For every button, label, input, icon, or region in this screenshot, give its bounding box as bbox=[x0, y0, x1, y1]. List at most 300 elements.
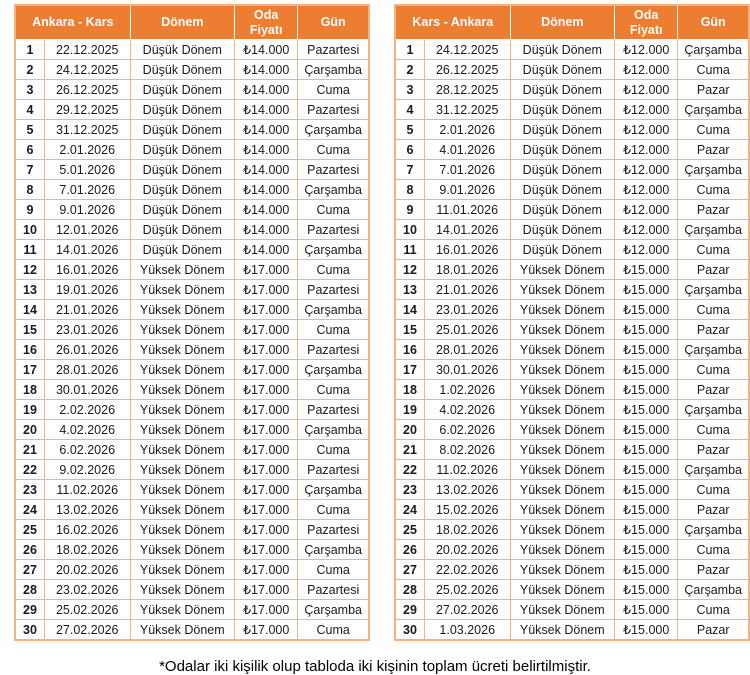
day-cell: Çarşamba bbox=[298, 420, 369, 440]
price-cell: ₺14.000 bbox=[235, 140, 298, 160]
price-cell: ₺17.000 bbox=[235, 500, 298, 520]
price-cell: ₺15.000 bbox=[615, 520, 678, 540]
price-cell: ₺17.000 bbox=[235, 620, 298, 641]
day-cell: Cuma bbox=[678, 360, 749, 380]
price-cell: ₺15.000 bbox=[615, 480, 678, 500]
table-row bbox=[395, 360, 749, 380]
table-row bbox=[15, 180, 369, 200]
day-cell: Cuma bbox=[298, 260, 369, 280]
period-cell: Yüksek Dönem bbox=[510, 380, 615, 400]
table-row bbox=[15, 340, 369, 360]
price-cell: ₺15.000 bbox=[615, 540, 678, 560]
period-cell: Düşük Dönem bbox=[130, 140, 235, 160]
row-number: 10 bbox=[395, 220, 424, 240]
table-row bbox=[15, 480, 369, 500]
row-number: 17 bbox=[15, 360, 44, 380]
table-row bbox=[15, 380, 369, 400]
day-cell: Çarşamba bbox=[298, 180, 369, 200]
price-tables-container bbox=[14, 4, 750, 641]
table-row bbox=[15, 560, 369, 580]
date-cell: 11.02.2026 bbox=[44, 480, 130, 500]
day-cell: Pazar bbox=[678, 200, 749, 220]
date-cell: 24.12.2025 bbox=[424, 40, 510, 60]
price-cell: ₺12.000 bbox=[615, 40, 678, 60]
kars-ankara-table bbox=[394, 4, 750, 641]
day-cell: Cuma bbox=[298, 440, 369, 460]
day-cell: Pazartesi bbox=[298, 40, 369, 60]
price-cell: ₺17.000 bbox=[235, 360, 298, 380]
day-cell: Çarşamba bbox=[678, 520, 749, 540]
period-cell: Yüksek Dönem bbox=[510, 260, 615, 280]
table-row bbox=[15, 100, 369, 120]
period-cell: Yüksek Dönem bbox=[130, 600, 235, 620]
table-row bbox=[15, 240, 369, 260]
table-body bbox=[15, 40, 369, 641]
period-cell: Düşük Dönem bbox=[130, 220, 235, 240]
period-cell: Düşük Dönem bbox=[510, 140, 615, 160]
table-row bbox=[395, 120, 749, 140]
table-row bbox=[395, 180, 749, 200]
day-cell: Pazar bbox=[678, 440, 749, 460]
period-cell: Düşük Dönem bbox=[510, 220, 615, 240]
date-cell: 21.01.2026 bbox=[44, 300, 130, 320]
day-cell: Pazar bbox=[678, 560, 749, 580]
row-number: 29 bbox=[15, 600, 44, 620]
row-number: 13 bbox=[395, 280, 424, 300]
price-cell: ₺15.000 bbox=[615, 260, 678, 280]
price-cell: ₺12.000 bbox=[615, 220, 678, 240]
period-cell: Düşük Dönem bbox=[130, 80, 235, 100]
period-cell: Yüksek Dönem bbox=[130, 480, 235, 500]
table-row bbox=[15, 280, 369, 300]
date-cell: 11.02.2026 bbox=[424, 460, 510, 480]
day-cell: Pazartesi bbox=[298, 100, 369, 120]
price-cell: ₺15.000 bbox=[615, 360, 678, 380]
date-cell: 20.02.2026 bbox=[44, 560, 130, 580]
period-cell: Yüksek Dönem bbox=[130, 440, 235, 460]
price-cell: ₺17.000 bbox=[235, 420, 298, 440]
table-row bbox=[395, 540, 749, 560]
date-cell: 23.01.2026 bbox=[424, 300, 510, 320]
date-cell: 2.02.2026 bbox=[44, 400, 130, 420]
day-cell: Pazartesi bbox=[298, 340, 369, 360]
period-cell: Yüksek Dönem bbox=[510, 360, 615, 380]
table-body bbox=[395, 40, 749, 641]
table-row bbox=[395, 220, 749, 240]
day-cell: Çarşamba bbox=[298, 360, 369, 380]
row-number: 23 bbox=[15, 480, 44, 500]
day-cell: Çarşamba bbox=[678, 280, 749, 300]
price-cell: ₺15.000 bbox=[615, 380, 678, 400]
table-row bbox=[15, 440, 369, 460]
table-row bbox=[395, 440, 749, 460]
row-number: 25 bbox=[15, 520, 44, 540]
row-number: 26 bbox=[395, 540, 424, 560]
row-number: 9 bbox=[15, 200, 44, 220]
period-cell: Yüksek Dönem bbox=[510, 480, 615, 500]
price-cell: ₺12.000 bbox=[615, 120, 678, 140]
row-number: 26 bbox=[15, 540, 44, 560]
day-cell: Cuma bbox=[298, 380, 369, 400]
row-number: 6 bbox=[15, 140, 44, 160]
date-cell: 13.02.2026 bbox=[44, 500, 130, 520]
column-header-room-price: Oda Fiyatı bbox=[235, 5, 298, 40]
period-cell: Düşük Dönem bbox=[510, 240, 615, 260]
period-cell: Yüksek Dönem bbox=[130, 520, 235, 540]
price-cell: ₺12.000 bbox=[615, 100, 678, 120]
row-number: 20 bbox=[395, 420, 424, 440]
date-cell: 18.01.2026 bbox=[424, 260, 510, 280]
period-cell: Yüksek Dönem bbox=[510, 580, 615, 600]
price-cell: ₺15.000 bbox=[615, 600, 678, 620]
table-row bbox=[395, 80, 749, 100]
date-cell: 22.12.2025 bbox=[44, 40, 130, 60]
table-row bbox=[15, 460, 369, 480]
period-cell: Yüksek Dönem bbox=[130, 460, 235, 480]
period-cell: Yüksek Dönem bbox=[130, 620, 235, 641]
row-number: 12 bbox=[395, 260, 424, 280]
date-cell: 29.12.2025 bbox=[44, 100, 130, 120]
period-cell: Yüksek Dönem bbox=[130, 260, 235, 280]
table-row bbox=[15, 220, 369, 240]
price-cell: ₺17.000 bbox=[235, 540, 298, 560]
table-row bbox=[15, 120, 369, 140]
period-cell: Yüksek Dönem bbox=[130, 380, 235, 400]
table-row bbox=[395, 40, 749, 60]
row-number: 16 bbox=[15, 340, 44, 360]
row-number: 15 bbox=[395, 320, 424, 340]
price-cell: ₺17.000 bbox=[235, 400, 298, 420]
price-cell: ₺14.000 bbox=[235, 200, 298, 220]
row-number: 22 bbox=[395, 460, 424, 480]
table-row bbox=[395, 380, 749, 400]
day-cell: Çarşamba bbox=[298, 540, 369, 560]
row-number: 9 bbox=[395, 200, 424, 220]
row-number: 15 bbox=[15, 320, 44, 340]
row-number: 28 bbox=[395, 580, 424, 600]
period-cell: Düşük Dönem bbox=[510, 180, 615, 200]
row-number: 11 bbox=[15, 240, 44, 260]
price-cell: ₺14.000 bbox=[235, 80, 298, 100]
header-row bbox=[395, 5, 749, 40]
date-cell: 26.12.2025 bbox=[44, 80, 130, 100]
date-cell: 1.03.2026 bbox=[424, 620, 510, 641]
date-cell: 28.12.2025 bbox=[424, 80, 510, 100]
day-cell: Pazar bbox=[678, 500, 749, 520]
day-cell: Çarşamba bbox=[678, 40, 749, 60]
period-cell: Yüksek Dönem bbox=[510, 460, 615, 480]
table-row bbox=[395, 600, 749, 620]
date-cell: 27.02.2026 bbox=[44, 620, 130, 641]
row-number: 14 bbox=[15, 300, 44, 320]
table-row bbox=[15, 60, 369, 80]
day-cell: Cuma bbox=[678, 180, 749, 200]
period-cell: Düşük Dönem bbox=[130, 40, 235, 60]
price-cell: ₺15.000 bbox=[615, 460, 678, 480]
period-cell: Düşük Dönem bbox=[510, 200, 615, 220]
day-cell: Çarşamba bbox=[678, 340, 749, 360]
period-cell: Yüksek Dönem bbox=[510, 320, 615, 340]
table-row bbox=[15, 540, 369, 560]
day-cell: Pazartesi bbox=[298, 220, 369, 240]
date-cell: 23.02.2026 bbox=[44, 580, 130, 600]
date-cell: 14.01.2026 bbox=[44, 240, 130, 260]
table-row bbox=[15, 600, 369, 620]
period-cell: Düşük Dönem bbox=[130, 60, 235, 80]
price-cell: ₺17.000 bbox=[235, 300, 298, 320]
table-row bbox=[15, 360, 369, 380]
day-cell: Çarşamba bbox=[678, 460, 749, 480]
table-row bbox=[395, 140, 749, 160]
date-cell: 15.02.2026 bbox=[424, 500, 510, 520]
price-cell: ₺17.000 bbox=[235, 440, 298, 460]
day-cell: Pazar bbox=[678, 80, 749, 100]
table-row bbox=[15, 520, 369, 540]
price-cell: ₺15.000 bbox=[615, 440, 678, 460]
date-cell: 16.02.2026 bbox=[44, 520, 130, 540]
ankara-kars-table bbox=[14, 4, 370, 641]
day-cell: Pazartesi bbox=[298, 400, 369, 420]
date-cell: 1.02.2026 bbox=[424, 380, 510, 400]
price-cell: ₺17.000 bbox=[235, 580, 298, 600]
price-cell: ₺14.000 bbox=[235, 100, 298, 120]
row-number: 16 bbox=[395, 340, 424, 360]
day-cell: Cuma bbox=[678, 600, 749, 620]
date-cell: 26.01.2026 bbox=[44, 340, 130, 360]
period-cell: Yüksek Dönem bbox=[130, 360, 235, 380]
period-cell: Yüksek Dönem bbox=[130, 300, 235, 320]
row-number: 1 bbox=[15, 40, 44, 60]
day-cell: Pazartesi bbox=[298, 280, 369, 300]
table-row bbox=[395, 500, 749, 520]
table-row bbox=[395, 560, 749, 580]
row-number: 18 bbox=[15, 380, 44, 400]
day-cell: Cuma bbox=[298, 140, 369, 160]
table-row bbox=[395, 280, 749, 300]
date-cell: 4.02.2026 bbox=[44, 420, 130, 440]
table-row bbox=[395, 520, 749, 540]
row-number: 5 bbox=[395, 120, 424, 140]
date-cell: 5.01.2026 bbox=[44, 160, 130, 180]
table-row bbox=[15, 580, 369, 600]
period-cell: Düşük Dönem bbox=[130, 120, 235, 140]
date-cell: 7.01.2026 bbox=[424, 160, 510, 180]
day-cell: Cuma bbox=[678, 420, 749, 440]
period-cell: Düşük Dönem bbox=[510, 120, 615, 140]
price-cell: ₺15.000 bbox=[615, 560, 678, 580]
table-row bbox=[15, 260, 369, 280]
row-number: 23 bbox=[395, 480, 424, 500]
day-cell: Cuma bbox=[678, 60, 749, 80]
date-cell: 11.01.2026 bbox=[424, 200, 510, 220]
row-number: 7 bbox=[15, 160, 44, 180]
row-number: 30 bbox=[395, 620, 424, 641]
day-cell: Cuma bbox=[298, 200, 369, 220]
table-row bbox=[395, 240, 749, 260]
period-cell: Yüksek Dönem bbox=[510, 500, 615, 520]
period-cell: Yüksek Dönem bbox=[510, 620, 615, 641]
row-number: 10 bbox=[15, 220, 44, 240]
price-cell: ₺12.000 bbox=[615, 180, 678, 200]
day-cell: Çarşamba bbox=[678, 100, 749, 120]
day-cell: Pazartesi bbox=[298, 460, 369, 480]
table-row bbox=[15, 80, 369, 100]
day-cell: Pazar bbox=[678, 140, 749, 160]
row-number: 22 bbox=[15, 460, 44, 480]
table-row bbox=[395, 620, 749, 641]
table-row bbox=[395, 340, 749, 360]
date-cell: 18.02.2026 bbox=[44, 540, 130, 560]
table-row bbox=[15, 320, 369, 340]
day-cell: Cuma bbox=[298, 80, 369, 100]
day-cell: Çarşamba bbox=[678, 400, 749, 420]
day-cell: Pazartesi bbox=[298, 580, 369, 600]
price-cell: ₺12.000 bbox=[615, 80, 678, 100]
row-number: 24 bbox=[395, 500, 424, 520]
row-number: 19 bbox=[15, 400, 44, 420]
row-number: 8 bbox=[15, 180, 44, 200]
period-cell: Düşük Dönem bbox=[130, 180, 235, 200]
period-cell: Yüksek Dönem bbox=[510, 300, 615, 320]
row-number: 29 bbox=[395, 600, 424, 620]
price-cell: ₺14.000 bbox=[235, 160, 298, 180]
table-row bbox=[395, 400, 749, 420]
period-cell: Düşük Dönem bbox=[510, 100, 615, 120]
period-cell: Yüksek Dönem bbox=[510, 440, 615, 460]
price-cell: ₺15.000 bbox=[615, 580, 678, 600]
row-number: 2 bbox=[15, 60, 44, 80]
period-cell: Yüksek Dönem bbox=[130, 580, 235, 600]
row-number: 27 bbox=[15, 560, 44, 580]
period-cell: Düşük Dönem bbox=[510, 160, 615, 180]
price-cell: ₺17.000 bbox=[235, 480, 298, 500]
row-number: 14 bbox=[395, 300, 424, 320]
table-row bbox=[15, 40, 369, 60]
period-cell: Yüksek Dönem bbox=[130, 340, 235, 360]
period-cell: Yüksek Dönem bbox=[130, 560, 235, 580]
row-number: 6 bbox=[395, 140, 424, 160]
period-cell: Yüksek Dönem bbox=[510, 520, 615, 540]
date-cell: 2.01.2026 bbox=[44, 140, 130, 160]
date-cell: 28.01.2026 bbox=[44, 360, 130, 380]
date-cell: 20.02.2026 bbox=[424, 540, 510, 560]
date-cell: 9.01.2026 bbox=[44, 200, 130, 220]
row-number: 3 bbox=[395, 80, 424, 100]
day-cell: Pazar bbox=[678, 260, 749, 280]
row-number: 12 bbox=[15, 260, 44, 280]
day-cell: Cuma bbox=[678, 480, 749, 500]
day-cell: Çarşamba bbox=[298, 120, 369, 140]
period-cell: Yüksek Dönem bbox=[510, 420, 615, 440]
row-number: 4 bbox=[395, 100, 424, 120]
period-cell: Yüksek Dönem bbox=[130, 320, 235, 340]
table-row bbox=[395, 320, 749, 340]
table-row bbox=[395, 160, 749, 180]
period-cell: Düşük Dönem bbox=[130, 100, 235, 120]
period-cell: Düşük Dönem bbox=[130, 200, 235, 220]
row-number: 19 bbox=[395, 400, 424, 420]
day-cell: Cuma bbox=[678, 120, 749, 140]
day-cell: Çarşamba bbox=[298, 480, 369, 500]
row-number: 11 bbox=[395, 240, 424, 260]
day-cell: Çarşamba bbox=[678, 160, 749, 180]
date-cell: 25.02.2026 bbox=[424, 580, 510, 600]
price-cell: ₺12.000 bbox=[615, 60, 678, 80]
date-cell: 8.02.2026 bbox=[424, 440, 510, 460]
column-header-day: Gün bbox=[298, 5, 369, 40]
day-cell: Çarşamba bbox=[678, 220, 749, 240]
period-cell: Yüksek Dönem bbox=[130, 420, 235, 440]
table-row bbox=[395, 260, 749, 280]
period-cell: Yüksek Dönem bbox=[510, 540, 615, 560]
table-header bbox=[395, 5, 749, 40]
row-number: 5 bbox=[15, 120, 44, 140]
table-row bbox=[15, 620, 369, 641]
date-cell: 14.01.2026 bbox=[424, 220, 510, 240]
date-cell: 24.12.2025 bbox=[44, 60, 130, 80]
period-cell: Düşük Dönem bbox=[130, 160, 235, 180]
date-cell: 4.02.2026 bbox=[424, 400, 510, 420]
price-cell: ₺15.000 bbox=[615, 300, 678, 320]
period-cell: Düşük Dönem bbox=[130, 240, 235, 260]
date-cell: 7.01.2026 bbox=[44, 180, 130, 200]
day-cell: Cuma bbox=[298, 500, 369, 520]
table-row bbox=[15, 160, 369, 180]
price-cell: ₺17.000 bbox=[235, 600, 298, 620]
column-header-period: Dönem bbox=[510, 5, 615, 40]
row-number: 25 bbox=[395, 520, 424, 540]
date-cell: 4.01.2026 bbox=[424, 140, 510, 160]
route-title: Ankara - Kars bbox=[15, 5, 130, 40]
day-cell: Pazar bbox=[678, 380, 749, 400]
date-cell: 12.01.2026 bbox=[44, 220, 130, 240]
price-cell: ₺12.000 bbox=[615, 160, 678, 180]
day-cell: Çarşamba bbox=[298, 60, 369, 80]
date-cell: 2.01.2026 bbox=[424, 120, 510, 140]
table-row bbox=[15, 420, 369, 440]
day-cell: Cuma bbox=[678, 540, 749, 560]
date-cell: 28.01.2026 bbox=[424, 340, 510, 360]
table-row bbox=[395, 300, 749, 320]
date-cell: 31.12.2025 bbox=[424, 100, 510, 120]
row-number: 21 bbox=[15, 440, 44, 460]
row-number: 18 bbox=[395, 380, 424, 400]
row-number: 20 bbox=[15, 420, 44, 440]
day-cell: Pazartesi bbox=[298, 520, 369, 540]
price-cell: ₺14.000 bbox=[235, 180, 298, 200]
period-cell: Düşük Dönem bbox=[510, 40, 615, 60]
row-number: 27 bbox=[395, 560, 424, 580]
price-cell: ₺17.000 bbox=[235, 520, 298, 540]
day-cell: Cuma bbox=[678, 300, 749, 320]
footnote: *Odalar iki kişilik olup tabloda iki kişinin toplam ücreti belirtilmiştir. bbox=[159, 658, 591, 675]
day-cell: Cuma bbox=[298, 560, 369, 580]
price-cell: ₺14.000 bbox=[235, 40, 298, 60]
date-cell: 26.12.2025 bbox=[424, 60, 510, 80]
date-cell: 22.02.2026 bbox=[424, 560, 510, 580]
price-cell: ₺15.000 bbox=[615, 320, 678, 340]
date-cell: 30.01.2026 bbox=[424, 360, 510, 380]
price-cell: ₺15.000 bbox=[615, 340, 678, 360]
price-cell: ₺17.000 bbox=[235, 320, 298, 340]
date-cell: 9.01.2026 bbox=[424, 180, 510, 200]
day-cell: Cuma bbox=[298, 320, 369, 340]
row-number: 13 bbox=[15, 280, 44, 300]
price-cell: ₺15.000 bbox=[615, 280, 678, 300]
price-cell: ₺15.000 bbox=[615, 420, 678, 440]
price-cell: ₺14.000 bbox=[235, 240, 298, 260]
row-number: 7 bbox=[395, 160, 424, 180]
